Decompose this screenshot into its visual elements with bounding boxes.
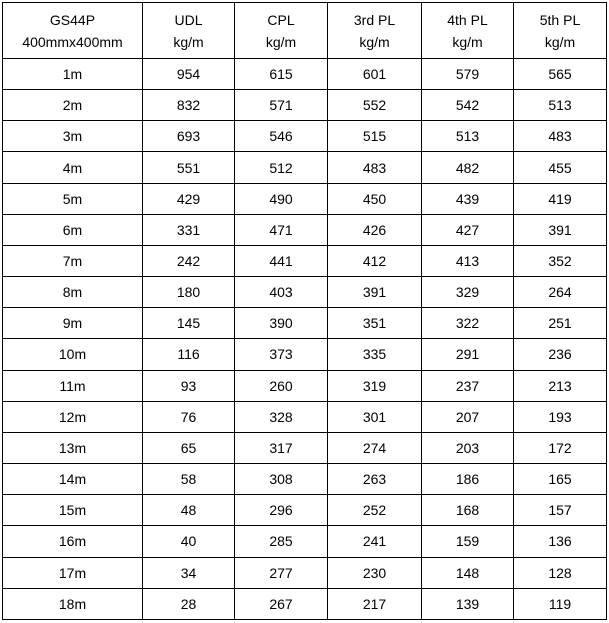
4th-pl-cell: 579 xyxy=(422,59,514,90)
span-cell: 2m xyxy=(3,90,143,121)
table-row xyxy=(3,90,607,121)
udl-cell: 954 xyxy=(143,59,235,90)
udl-cell: 93 xyxy=(143,370,235,401)
table-row xyxy=(3,339,607,370)
span-cell: 11m xyxy=(3,370,143,401)
3rd-pl-cell: 241 xyxy=(328,526,422,557)
span-cell: 12m xyxy=(3,401,143,432)
cpl-cell: 373 xyxy=(235,339,328,370)
4th-pl-cell: 186 xyxy=(422,464,514,495)
4th-pl-cell: 439 xyxy=(422,183,514,214)
3rd-pl-cell: 515 xyxy=(328,121,422,152)
cpl-cell: 571 xyxy=(235,90,328,121)
cpl-cell: 277 xyxy=(235,557,328,588)
5th-pl-cell: 165 xyxy=(514,464,607,495)
4th-pl-cell: 237 xyxy=(422,370,514,401)
header-product-name: GS44P xyxy=(49,11,96,28)
4th-pl-cell: 203 xyxy=(422,432,514,463)
5th-pl-cell: 264 xyxy=(514,277,607,308)
table-row xyxy=(3,432,607,463)
4th-pl-cell: 329 xyxy=(422,277,514,308)
span-cell: 8m xyxy=(3,277,143,308)
udl-cell: 551 xyxy=(143,152,235,183)
udl-cell: 242 xyxy=(143,245,235,276)
span-cell: 5m xyxy=(3,183,143,214)
4th-pl-cell: 427 xyxy=(422,214,514,245)
span-cell: 3m xyxy=(3,121,143,152)
table-row xyxy=(3,308,607,339)
5th-pl-cell: 483 xyxy=(514,121,607,152)
header-udl-unit: kg/m xyxy=(173,33,204,50)
4th-pl-cell: 159 xyxy=(422,526,514,557)
5th-pl-cell: 172 xyxy=(514,432,607,463)
3rd-pl-cell: 601 xyxy=(328,59,422,90)
3rd-pl-cell: 217 xyxy=(328,588,422,619)
table-row xyxy=(3,370,607,401)
5th-pl-cell: 157 xyxy=(514,495,607,526)
4th-pl-cell: 291 xyxy=(422,339,514,370)
table-row xyxy=(3,557,607,588)
table-row xyxy=(3,152,607,183)
span-cell: 18m xyxy=(3,588,143,619)
header-cpl-label: CPL xyxy=(267,11,295,28)
3rd-pl-cell: 263 xyxy=(328,464,422,495)
span-cell: 6m xyxy=(3,214,143,245)
header-udl-label: UDL xyxy=(174,11,203,28)
header-cell-4th-pl xyxy=(422,3,514,59)
5th-pl-cell: 391 xyxy=(514,214,607,245)
span-cell: 1m xyxy=(3,59,143,90)
cpl-cell: 441 xyxy=(235,245,328,276)
span-cell: 15m xyxy=(3,495,143,526)
table-row xyxy=(3,588,607,619)
5th-pl-cell: 119 xyxy=(514,588,607,619)
cpl-cell: 260 xyxy=(235,370,328,401)
table-row xyxy=(3,59,607,90)
3rd-pl-cell: 252 xyxy=(328,495,422,526)
header-5th-pl-label: 5th PL xyxy=(539,11,581,28)
4th-pl-cell: 148 xyxy=(422,557,514,588)
span-cell: 9m xyxy=(3,308,143,339)
udl-cell: 58 xyxy=(143,464,235,495)
udl-cell: 429 xyxy=(143,183,235,214)
3rd-pl-cell: 274 xyxy=(328,432,422,463)
cpl-cell: 471 xyxy=(235,214,328,245)
4th-pl-cell: 207 xyxy=(422,401,514,432)
load-table-container xyxy=(2,2,606,620)
3rd-pl-cell: 335 xyxy=(328,339,422,370)
5th-pl-cell: 455 xyxy=(514,152,607,183)
5th-pl-cell: 419 xyxy=(514,183,607,214)
header-4th-pl-unit: kg/m xyxy=(452,33,483,50)
load-table xyxy=(2,2,607,620)
4th-pl-cell: 513 xyxy=(422,121,514,152)
table-body xyxy=(3,59,607,620)
span-cell: 13m xyxy=(3,432,143,463)
cpl-cell: 390 xyxy=(235,308,328,339)
udl-cell: 28 xyxy=(143,588,235,619)
udl-cell: 40 xyxy=(143,526,235,557)
header-4th-pl-label: 4th PL xyxy=(447,11,488,28)
header-cell-5th-pl xyxy=(514,3,607,59)
4th-pl-cell: 322 xyxy=(422,308,514,339)
5th-pl-cell: 136 xyxy=(514,526,607,557)
5th-pl-cell: 251 xyxy=(514,308,607,339)
header-cpl-unit: kg/m xyxy=(265,33,297,50)
udl-cell: 180 xyxy=(143,277,235,308)
udl-cell: 116 xyxy=(143,339,235,370)
table-row xyxy=(3,464,607,495)
cpl-cell: 403 xyxy=(235,277,328,308)
cpl-cell: 317 xyxy=(235,432,328,463)
header-cell-product xyxy=(3,3,143,59)
table-row xyxy=(3,121,607,152)
5th-pl-cell: 213 xyxy=(514,370,607,401)
cpl-cell: 267 xyxy=(235,588,328,619)
udl-cell: 331 xyxy=(143,214,235,245)
header-3rd-pl-label: 3rd PL xyxy=(353,11,396,28)
udl-cell: 34 xyxy=(143,557,235,588)
5th-pl-cell: 128 xyxy=(514,557,607,588)
span-cell: 16m xyxy=(3,526,143,557)
3rd-pl-cell: 351 xyxy=(328,308,422,339)
3rd-pl-cell: 391 xyxy=(328,277,422,308)
4th-pl-cell: 139 xyxy=(422,588,514,619)
header-5th-pl-unit: kg/m xyxy=(544,33,576,50)
4th-pl-cell: 542 xyxy=(422,90,514,121)
4th-pl-cell: 482 xyxy=(422,152,514,183)
udl-cell: 693 xyxy=(143,121,235,152)
cpl-cell: 512 xyxy=(235,152,328,183)
span-cell: 14m xyxy=(3,464,143,495)
5th-pl-cell: 513 xyxy=(514,90,607,121)
5th-pl-cell: 352 xyxy=(514,245,607,276)
header-product-size: 400mmx400mm xyxy=(22,33,123,50)
span-cell: 10m xyxy=(3,339,143,370)
span-cell: 17m xyxy=(3,557,143,588)
header-3rd-pl-unit: kg/m xyxy=(359,33,390,50)
header-cell-cpl xyxy=(235,3,328,59)
4th-pl-cell: 168 xyxy=(422,495,514,526)
table-row xyxy=(3,495,607,526)
cpl-cell: 490 xyxy=(235,183,328,214)
cpl-cell: 285 xyxy=(235,526,328,557)
table-row xyxy=(3,277,607,308)
3rd-pl-cell: 483 xyxy=(328,152,422,183)
4th-pl-cell: 413 xyxy=(422,245,514,276)
cpl-cell: 308 xyxy=(235,464,328,495)
3rd-pl-cell: 230 xyxy=(328,557,422,588)
cpl-cell: 546 xyxy=(235,121,328,152)
cpl-cell: 615 xyxy=(235,59,328,90)
span-cell: 4m xyxy=(3,152,143,183)
udl-cell: 76 xyxy=(143,401,235,432)
3rd-pl-cell: 412 xyxy=(328,245,422,276)
table-header xyxy=(3,3,607,59)
5th-pl-cell: 565 xyxy=(514,59,607,90)
table-row xyxy=(3,183,607,214)
header-cell-3rd-pl xyxy=(328,3,422,59)
udl-cell: 48 xyxy=(143,495,235,526)
udl-cell: 145 xyxy=(143,308,235,339)
table-row xyxy=(3,214,607,245)
5th-pl-cell: 236 xyxy=(514,339,607,370)
udl-cell: 65 xyxy=(143,432,235,463)
3rd-pl-cell: 301 xyxy=(328,401,422,432)
table-row xyxy=(3,526,607,557)
3rd-pl-cell: 426 xyxy=(328,214,422,245)
table-row xyxy=(3,245,607,276)
3rd-pl-cell: 450 xyxy=(328,183,422,214)
cpl-cell: 296 xyxy=(235,495,328,526)
table-row xyxy=(3,401,607,432)
cpl-cell: 328 xyxy=(235,401,328,432)
3rd-pl-cell: 552 xyxy=(328,90,422,121)
header-row xyxy=(3,3,607,59)
3rd-pl-cell: 319 xyxy=(328,370,422,401)
5th-pl-cell: 193 xyxy=(514,401,607,432)
udl-cell: 832 xyxy=(143,90,235,121)
header-cell-udl xyxy=(143,3,235,59)
span-cell: 7m xyxy=(3,245,143,276)
